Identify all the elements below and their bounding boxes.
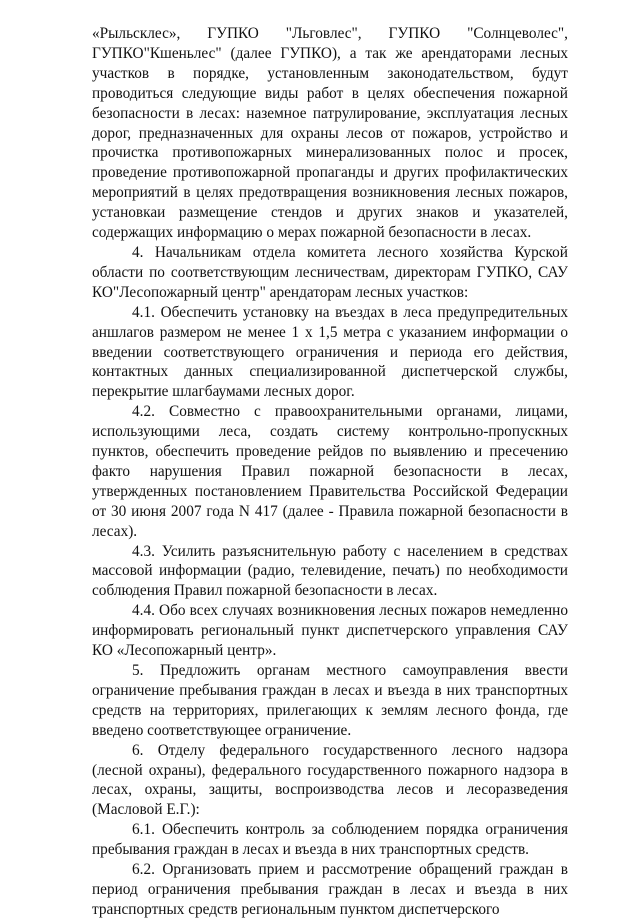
paragraph-item-4-4: 4.4. Обо всех случаях возникновения лесных пожаров немедленно информировать региональный пункт диспетчерского управления САУ КО «Лесопожарный центр». (92, 602, 568, 660)
paragraph-item-5: 5. Предложить органам местного самоуправления ввести ограничение пребывания граждан в лесах и въезда в них транспортных средств на территориях, прилегающих к землям лесного фонда, где введено соответствующее ограничение. (92, 662, 568, 739)
paragraph-item-4: 4. Начальникам отдела комитета лесного хозяйства Курской области по соответствующим лесничествам, директорам ГУПКО, САУ КО"Лесопожарный центр" арендаторам лесных участков: (92, 243, 568, 301)
paragraph-item-4-3: 4.3. Усилить разъяснительную работу с населением в средствах массовой информации (радио, телевидение, печать) по необходимости соблюдения Правил пожарной безопасности в лесах. (92, 542, 568, 600)
paragraph-item-4-1: 4.1. Обеспечить установку на въездах в леса предупредительных аншлагов размером не менее 1 х 1,5 метра с указанием информации о введении соответствующего ограничения и периода его действия, контактных данных специализированной диспетчерской службы, перекрытие шлагбаумами лесных дорог. (92, 303, 568, 401)
document-body (92, 24, 568, 920)
paragraph-item-6-2: 6.2. Организовать прием и рассмотрение обращений граждан в период ограничения пребывания граждан в лесах и въезда в них транспортных средств региональным пунктом диспетчерского (92, 861, 568, 918)
paragraph-item-6: 6. Отделу федерального государственного лесного надзора (лесной охраны), федерального государственного пожарного надзора в лесах, охраны, защиты, воспроизводства лесов и лесоразведения (Масловой Е.Г.): (92, 741, 568, 819)
paragraph-continuation: «Рыльсклес», ГУПКО "Льговлес", ГУПКО "Солнцеволес", ГУПКО"Кшеньлес" (далее ГУПКО), а так же арендаторами лесных участков в порядке, установленным законодательством, будут проводиться следующие виды работ в целях обеспечения пожарной безопасности в лесах: наземное патрулирование, эксплуатация лесных дорог, предназначенных для охраны лесов от пожаров, устройство и прочистка противопожарных минерализованных полос и просек, проведение противопожарной пропаганды и других профилактических мероприятий в целях предотвращения возникновения лесных пожаров, установкаи размещение стендов и других знаков и указателей, содержащих информацию о мерах пожарной безопасности в лесах. (92, 25, 568, 242)
paragraph-item-4-2: 4.2. Совместно с правоохранительными органами, лицами, использующими леса, создать систему контрольно-пропускных пунктов, обеспечить проведение рейдов по выявлению и пресечению факто нарушения Правил пожарной безопасности в лесах, утвержденных постановлением Правительства Российской Федерации от 30 июня 2007 года N 417 (далее - Правила пожарной безопасности в лесах). (92, 403, 568, 540)
paragraph-item-6-1: 6.1. Обеспечить контроль за соблюдением порядка ограничения пребывания граждан в лесах и въезда в них транспортных средств. (92, 821, 568, 859)
